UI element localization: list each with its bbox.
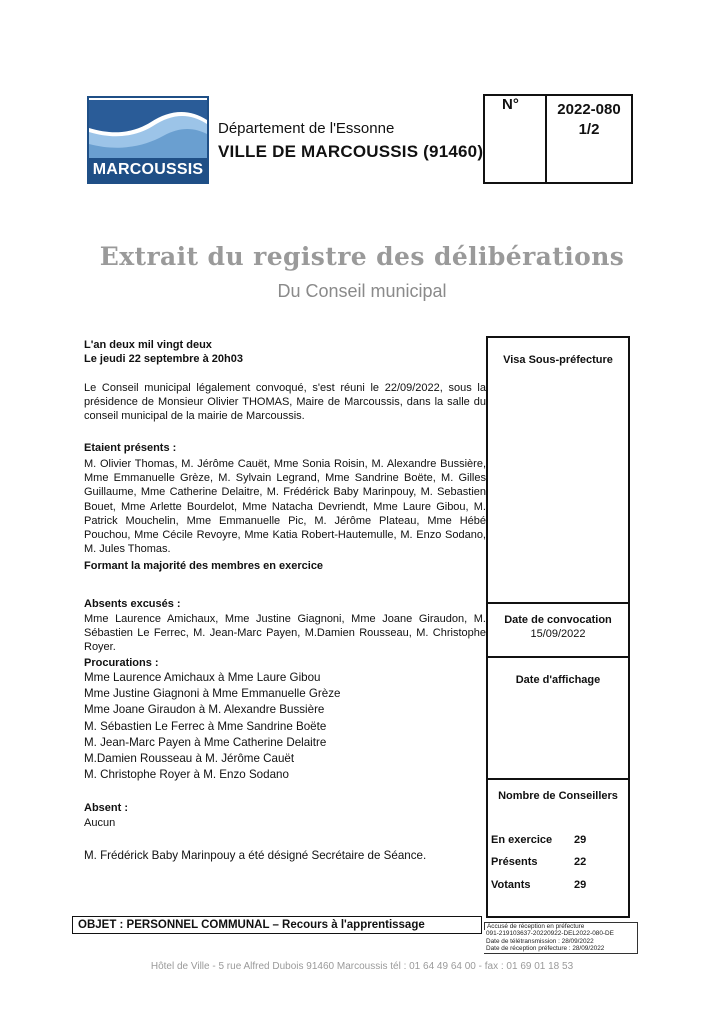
procuration-item: Mme Justine Giagnoni à Mme Emmanuelle Grèze	[84, 687, 341, 701]
affichage-label: Date d'affichage	[515, 674, 601, 686]
wave-logo-icon	[89, 98, 207, 160]
year-line: L'an deux mil vingt deux	[84, 339, 212, 351]
stamp-details	[484, 930, 638, 953]
sidebar-divider	[488, 602, 628, 604]
sidebar-divider	[488, 778, 628, 780]
stat-value: 29	[574, 834, 587, 846]
session-date-block	[84, 338, 486, 366]
document-subtitle: Du Conseil municipal	[277, 281, 447, 301]
page-number: 1/2	[578, 121, 600, 138]
prefecture-stamp	[484, 922, 638, 954]
stamp-line: Date de réception préfecture : 28/09/2022	[486, 945, 605, 953]
conseillers-label: Nombre de Conseillers	[498, 790, 618, 802]
document-title: Extrait du registre des délibérations	[99, 242, 625, 271]
ville: VILLE DE MARCOUSSIS (91460)	[218, 142, 484, 161]
procuration-item: Mme Joane Giraudon à M. Alexandre Bussière	[84, 703, 325, 717]
departement: Département de l'Essonne	[218, 120, 395, 137]
procuration-item: M.Damien Rousseau à M. Jérôme Cauët	[84, 752, 295, 766]
deliberation-number: 2022-080	[557, 101, 621, 118]
session-intro: Le Conseil municipal légalement convoqué, s'est réuni le 22/09/2022, sous la présidence de Monsieur Olivier THOMAS, Maire de Marcoussis, dans la salle du conseil municipal de la mairie de Marcoussis.	[84, 382, 486, 423]
absent-label: Absent :	[84, 802, 128, 814]
absents-excuses-list: Mme Laurence Amichaux, Mme Justine Giagnoni, Mme Joane Giraudon, M. Sébastien Le Ferrec, M. Jean-Marc Payen, M.Damien Rousseau, M. Christophe Royer.	[84, 613, 486, 654]
procurations-list	[84, 670, 340, 783]
marcoussis-logo	[87, 96, 209, 184]
stat-value: 22	[574, 856, 587, 868]
objet-box: OBJET : PERSONNEL COMMUNAL – Recours à l'apprentissage	[72, 916, 482, 934]
number-box-divider	[545, 96, 547, 182]
sidebar-frame	[486, 336, 630, 918]
number-label: N°	[502, 96, 519, 113]
procuration-item: M. Christophe Royer à M. Enzo Sodano	[84, 768, 289, 782]
stat-label: Présents	[491, 856, 538, 868]
stamp-line: Accusé de réception en préfecture	[484, 922, 638, 930]
stat-label: Votants	[491, 879, 531, 891]
secretaire-line: M. Frédérick Baby Marinpouy a été désigné Secrétaire de Séance.	[84, 849, 427, 862]
procuration-item: M. Jean-Marc Payen à Mme Catherine Delaitre	[84, 735, 327, 749]
stamp-line: 091-219103637-20220922-DEL2022-080-DE	[486, 930, 614, 938]
convocation-date: 15/09/2022	[530, 628, 586, 640]
absent-value: Aucun	[84, 817, 116, 829]
convocation-label: Date de convocation	[504, 614, 612, 626]
stat-label: En exercice	[491, 834, 553, 846]
visa-label: Visa Sous-préfecture	[503, 354, 613, 366]
footer-address: Hôtel de Ville - 5 rue Alfred Dubois 91460 Marcoussis tél : 01 64 49 64 00 - fax : 01 69 01 18 53	[150, 961, 574, 972]
logo-text: MARCOUSSIS	[89, 158, 207, 182]
number-value-block	[548, 100, 630, 140]
stamp-line: Date de télétransmission : 28/09/2022	[486, 937, 594, 945]
procurations-label: Procurations :	[84, 657, 159, 669]
presents-label: Etaient présents :	[84, 442, 177, 454]
procuration-item: M. Sébastien Le Ferrec à Mme Sandrine Boëte	[84, 719, 327, 733]
majorite-line: Formant la majorité des membres en exercice	[84, 560, 324, 572]
procuration-item: Mme Laurence Amichaux à Mme Laure Gibou	[84, 671, 321, 684]
date-line: Le jeudi 22 septembre à 20h03	[84, 353, 243, 366]
absents-excuses-label: Absents excusés :	[84, 598, 181, 610]
presents-list: M. Olivier Thomas, M. Jérôme Cauët, Mme Sonia Roisin, M. Alexandre Bussière, Mme Emmanuelle Grèze, M. Sylvain Legrand, Mme Sandrine Boëte, M. Gilles Guillaume, Mme Catherine Delaitre, M. Frédérick Baby Marinpouy, M. Sebastien Bouet, Mme Arlette Bourdelot, Mme Natacha Devriendt, Mme Laure Gibou, M. Patrick Mouchelin, Mme Emmanuelle Pic, M. Jérôme Plateau, Mme Hébé Pouchou, Mme Cécile Revoyre, Mme Katia Robert-Hautemulle, M. Enzo Sodano, M. Jules Thomas.	[84, 458, 486, 556]
sidebar-divider	[488, 656, 628, 658]
stat-value: 29	[574, 879, 587, 891]
